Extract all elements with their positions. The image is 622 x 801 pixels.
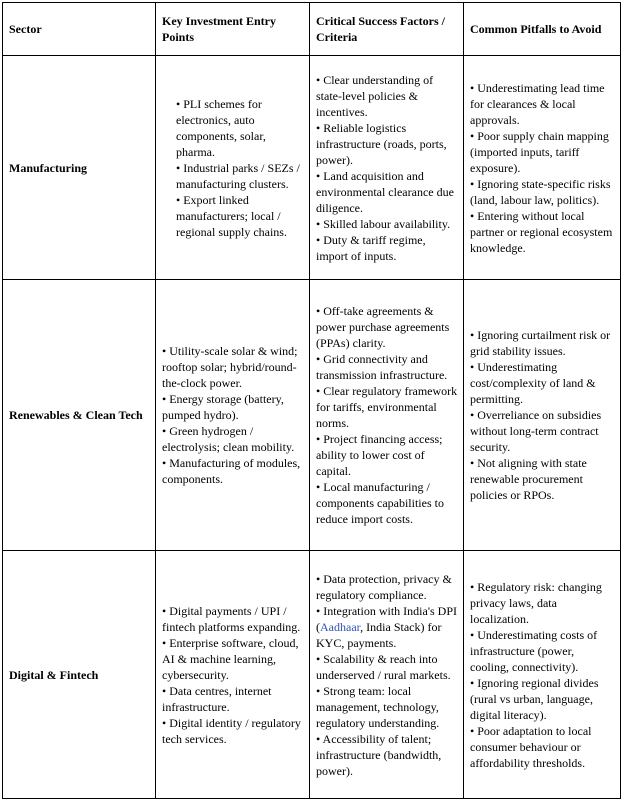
list-item bbox=[316, 603, 458, 651]
list-item: • Green hydrogen / electrolysis; clean mobility. bbox=[162, 424, 295, 454]
list-item: • Project financing access; ability to lower cost of capital. bbox=[316, 432, 443, 478]
list-item: • Export linked manufacturers; local / regional supply chains. bbox=[176, 192, 287, 239]
dpi-text-before: • Integration with India's DPI ( bbox=[316, 603, 458, 634]
entry-points-cell bbox=[156, 56, 310, 280]
list-item: • Not aligning with state renewable procurement policies or RPOs. bbox=[470, 456, 587, 502]
investment-table bbox=[2, 2, 621, 799]
list-item: • Local manufacturing / components capabilities to reduce import costs. bbox=[316, 480, 444, 526]
list-item: • Overreliance on subsidies without long-term contract security. bbox=[470, 408, 602, 454]
list-item: • Clear understanding of state-level policies & incentives. bbox=[316, 72, 434, 119]
header-success-factors: Critical Success Factors / Criteria bbox=[310, 3, 464, 56]
list-item: • Ignoring state-specific risks (land, labour law, politics). bbox=[470, 176, 611, 207]
list-item: • Entering without local partner or regional ecosystem knowledge. bbox=[470, 208, 613, 255]
list-item: • Reliable logistics infrastructure (roads, ports, power). bbox=[316, 120, 447, 167]
list-item: • Ignoring curtailment risk or grid stability issues. bbox=[470, 328, 611, 358]
table-row bbox=[3, 551, 621, 799]
dpi-text-after: , India Stack) for KYC, payments. bbox=[316, 619, 442, 650]
list-item: • Utility-scale solar & wind; rooftop solar; hybrid/round-the-clock power. bbox=[162, 344, 298, 390]
header-entry-points: Key Investment Entry Points bbox=[156, 3, 310, 56]
table-row bbox=[3, 56, 621, 280]
pitfalls-cell bbox=[464, 56, 621, 280]
list-item: • Ignoring regional divides (rural vs urban, language, digital literacy). bbox=[470, 675, 599, 722]
entry-points-cell bbox=[156, 551, 310, 799]
list-item: • Energy storage (battery, pumped hydro). bbox=[162, 392, 284, 422]
aadhaar-link[interactable]: Aadhaar bbox=[320, 619, 361, 634]
header-sector: Sector bbox=[3, 3, 156, 56]
success-factors-cell bbox=[310, 280, 464, 551]
list-item: • Underestimating costs of infrastructure (power, cooling, connectivity). bbox=[470, 627, 598, 674]
list-item: • Regulatory risk: changing privacy laws, data localization. bbox=[470, 579, 602, 626]
header-row bbox=[3, 3, 621, 56]
list-item: • Grid connectivity and transmission infrastructure. bbox=[316, 352, 448, 382]
list-item: • Strong team: local management, technology, regulatory understanding. bbox=[316, 683, 440, 730]
sector-cell: Renewables & Clean Tech bbox=[3, 280, 156, 551]
header-pitfalls: Common Pitfalls to Avoid bbox=[464, 3, 621, 56]
pitfalls-cell bbox=[464, 280, 621, 551]
list-item: • Industrial parks / SEZs / manufacturing clusters. bbox=[176, 160, 300, 191]
success-factors-cell bbox=[310, 56, 464, 280]
list-item: • Manufacturing of modules, components. bbox=[162, 456, 301, 486]
list-item: • Poor supply chain mapping (imported inputs, tariff exposure). bbox=[470, 128, 609, 175]
list-item: • Duty & tariff regime, import of inputs. bbox=[316, 232, 426, 263]
list-item: • Data protection, privacy & regulatory compliance. bbox=[316, 571, 452, 602]
success-factors-cell bbox=[310, 551, 464, 799]
table-row bbox=[3, 280, 621, 551]
pitfalls-cell bbox=[464, 551, 621, 799]
list-item: • Underestimating cost/complexity of land & permitting. bbox=[470, 360, 596, 406]
list-item: • Enterprise software, cloud, AI & machine learning, cybersecurity. bbox=[162, 635, 299, 682]
list-item: • Off-take agreements & power purchase agreements (PPAs) clarity. bbox=[316, 304, 450, 350]
list-item: • PLI schemes for electronics, auto components, solar, pharma. bbox=[176, 96, 266, 159]
list-item: • Scalability & reach into underserved / rural markets. bbox=[316, 651, 451, 682]
list-item: • Land acquisition and environmental clearance due diligence. bbox=[316, 168, 454, 215]
list-item: • Digital payments / UPI / fintech platforms expanding. bbox=[162, 603, 301, 634]
list-item: • Digital identity / regulatory tech services. bbox=[162, 715, 301, 746]
list-item: • Underestimating lead time for clearances & local approvals. bbox=[470, 80, 605, 127]
list-item: • Poor adaptation to local consumer behaviour or affordability thresholds. bbox=[470, 723, 592, 770]
entry-points-cell bbox=[156, 280, 310, 551]
sector-cell: Manufacturing bbox=[3, 56, 156, 280]
list-item: • Clear regulatory framework for tariffs, environmental norms. bbox=[316, 384, 458, 430]
list-item: • Data centres, internet infrastructure. bbox=[162, 683, 272, 714]
list-item: • Skilled labour availability. bbox=[316, 216, 451, 231]
list-item: • Accessibility of talent; infrastructure (bandwidth, power). bbox=[316, 731, 442, 778]
sector-cell: Digital & Fintech bbox=[3, 551, 156, 799]
